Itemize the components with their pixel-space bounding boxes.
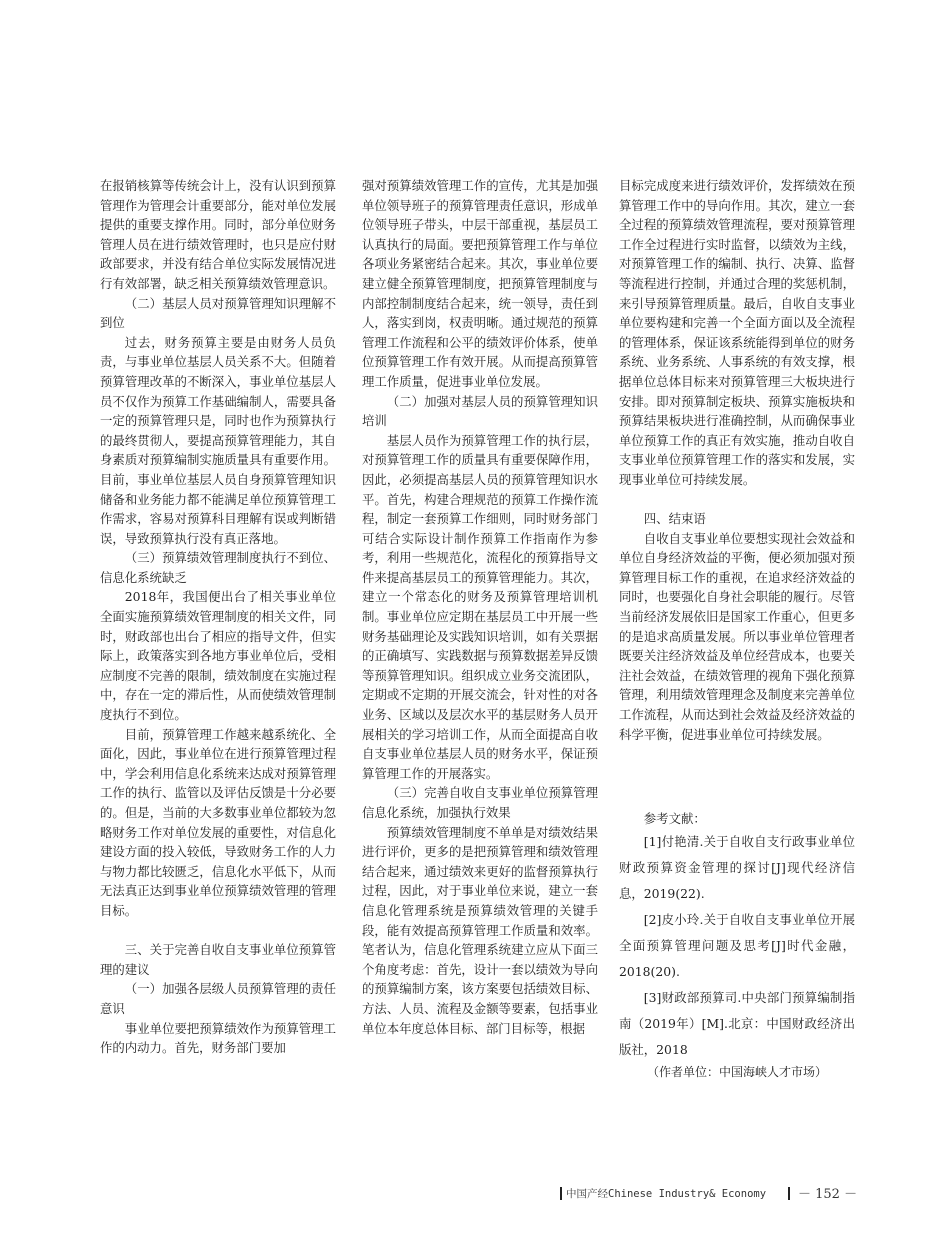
section-heading: （二）基层人员对预算管理知识理解不到位 — [100, 295, 336, 331]
paragraph: 目标完成度来进行绩效评价，发挥绩效在预算管理工作中的导向作用。其次，建立一套全过程的预算绩效管理流程，要对预算管理工作全过程进行实时监督，以绩效为主线，对预算管理工作的编制、执行、决算、监督等流程进行控制，并通过合理的奖惩机制，来引导预算管理质量。最后，自收自支事业单位要构建和完善一个全面方面以及全流程的管理体系，保证该系统能得到单位的财务系统、业务系统、人事系统的有效支撑，根据单位总体目标来对预算管理三大板块进行安排。即对预算制定板块、预算实施板块和预算结果板块进行准确控制，从而确保事业单位预算工作的真正有效实施，推动自收自支事业单位预算管理工作的落实和发展，实现事业单位可持续发展。 — [619, 178, 855, 487]
references — [619, 809, 855, 1063]
divider — [560, 1187, 562, 1200]
paragraph: 强对预算绩效管理工作的宣传，尤其是加强单位领导班子的预算管理责任意识，形成单位领导班子带头，中层干部重视，基层员工认真执行的局面。要把预算管理工作与单位各项业务紧密结合起来。其次，事业单位要建立健全预算管理制度，把预算管理制度与内部控制制度结合起来，统一领导，责任到人，落实到岗，权责明晰。通过规范的预算管理工作流程和公平的绩效评价体系，使单位预算管理工作有效开展。从而提高预算管理工作质量，促进事业单位发展。 — [362, 178, 598, 389]
author-affiliation: （作者单位：中国海峡人才市场） — [646, 1064, 827, 1079]
references-title: 参考文献： — [643, 811, 706, 826]
section-heading: （二）加强对基层人员的预算管理知识培训 — [362, 393, 598, 429]
reference-item: [1]付艳清.关于自收自支行政事业单位财政预算资金管理的探讨[J]现代经济信息，2019(22). — [619, 833, 855, 901]
reference-item: [2]皮小玲.关于自收自支事业单位开展全面预算管理问题及思考[J]时代金融，2018(20). — [619, 911, 855, 979]
paragraph: 在报销核算等传统会计上，没有认识到预算管理作为管理会计重要部分，能对单位发展提供的重要支撑作用。同时，部分单位财务管理人员在进行绩效管理时，也只是应付财政部要求，并没有结合单位实际发展情况进行有效部署，缺乏相关预算绩效管理意识。 — [100, 178, 336, 291]
spacer — [619, 490, 855, 510]
column-left — [100, 176, 336, 1058]
column-right — [619, 176, 855, 1082]
reference-item: [3]财政部预算司.中央部门预算编制指南（2019年）[M].北京：中国财政经济出版社，2018 — [619, 989, 855, 1057]
spacer — [619, 764, 855, 784]
paragraph: 基层人员作为预算管理工作的执行层，对预算管理工作的质量具有重要保障作用，因此，必须提高基层人员的预算管理知识水平。首先，构建合理规范的预算工作操作流程，制定一套预算工作细则，同时财务部门可结合实际设计制作预算工作指南作为参考，利用一些规范化，流程化的预算指导文件来提高基层员工的预算管理能力。其次，建立一个常态化的财务及预算管理培训机制。事业单位应定期在基层员工中开展一些财务基础理论及实践知识培训，如有关票据的正确填写、实践数据与预算数据差异反馈等预算管理知识。组织成立业务交流团队，定期或不定期的开展交流会，针对性的对各业务、区域以及层次水平的基层财务人员开展相关的学习培训工作，从而全面提高自收自支事业单位基层人员的财务水平，保证预算管理工作的开展落实。 — [362, 432, 598, 781]
column-middle — [362, 176, 598, 1038]
journal-name: 中国产经Chinese Industry& Economy — [566, 1188, 767, 1200]
spacer — [100, 921, 336, 941]
section-heading: （三）完善自收自支事业单位预算管理信息化系统，加强执行效果 — [362, 785, 598, 820]
spacer — [619, 744, 855, 764]
spacer — [619, 783, 855, 803]
section-heading: 三、关于完善自收自支事业单位预算管理的建议 — [100, 942, 336, 977]
divider — [788, 1187, 790, 1200]
paragraph: 2018年，我国便出台了相关事业单位全面实施预算绩效管理制度的相关文件，同时，财政部也出台了相应的指导文件，但实际上，政策落实到各地方事业单位后，受相应制度不完善的限制，绩效制度在实施过程中，存在一定的滞后性，从而使绩效管理制度执行不到位。 — [100, 589, 336, 723]
section-heading: （三）预算绩效管理制度执行不到位、信息化系统缺乏 — [100, 550, 336, 585]
section-heading: （一）加强各层级人员预算管理的责任意识 — [100, 981, 336, 1016]
paragraph: 自收自支事业单位要想实现社会效益和单位自身经济效益的平衡，便必须加强对预算管理目标工作的重视，在追求经济效益的同时，也要强化自身社会职能的履行。尽管当前经济发展依旧是国家工作重心，但更多的是追求高质量发展。所以事业单位管理者既要关注经济效益及单位经营成本，也要关注社会效益，在绩效管理的视角下强化预算管理，利用绩效管理理念及制度来完善单位工作流程，从而达到社会效益及经济效益的科学平衡，促进事业单位可持续发展。 — [619, 530, 855, 742]
paragraph: 过去，财务预算主要是由财务人员负责，与事业单位基层人员关系不大。但随着预算管理改革的不断深入，事业单位基层人员不仅作为预算工作基础编制人，需要具备一定的预算管理只是，同时也作为预算执行的最终贯彻人，要提高预算管理能力，其自身素质对预算编制实施质量具有重要作用。目前，事业单位基层人员自身预算管理知识储备和业务能力都不能满足单位预算管理工作需求，容易对预算科目理解有误或判断错误，导致预算执行没有真正落地。 — [100, 334, 336, 546]
paragraph: 事业单位要把预算绩效作为预算管理工作的内动力。首先，财务部门要加 — [100, 1020, 336, 1056]
paragraph: 预算绩效管理制度不单单是对绩效结果进行评价，更多的是把预算管理和绩效管理结合起来，通过绩效来更好的监督预算执行过程，因此，对于事业单位来说，建立一套信息化管理系统是预算绩效管理的关键手段，能有效提高预算管理工作质量和效率。笔者认为，信息化管理系统建立应从下面三个角度考虑：首先，设计一套以绩效为导向的预算编制方案，该方案要包括绩效目标、方法、人员、流程及金额等要素，包括事业单位本年度总体目标、部门目标等，根据 — [362, 824, 598, 1036]
section-heading: 四、结束语 — [643, 511, 706, 527]
page-footer — [560, 1183, 860, 1205]
paragraph: 目前，预算管理工作越来越系统化、全面化，因此，事业单位在进行预算管理过程中，学会利用信息化系统来达成对预算管理工作的执行、监管以及评估反馈是十分必要的。但是，当前的大多数事业单位都较为忽略财务工作对单位发展的重要性，对信息化建设方面的投入较低，导致财务工作的人力与物力都比较匮乏，信息化水平低下，从而无法真正达到事业单位预算绩效管理的管理目标。 — [100, 726, 336, 918]
page-number: － 152 － — [798, 1187, 858, 1202]
